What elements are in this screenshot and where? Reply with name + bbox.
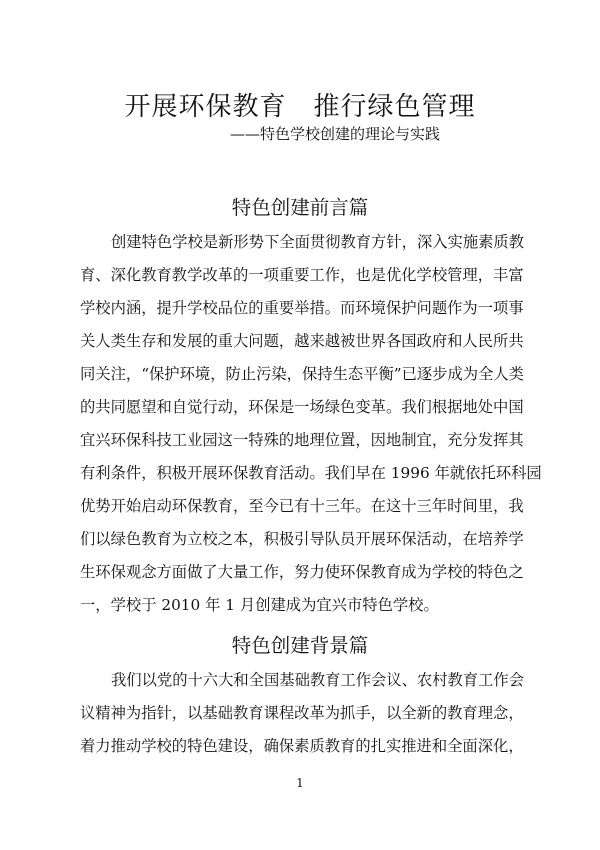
paragraph-line: 宜兴环保科技工业园这一特殊的地理位置，因地制宜，充分发挥其 bbox=[80, 431, 524, 449]
page-number: 1 bbox=[296, 776, 304, 790]
paragraph-line: 生环保观念方面做了大量工作，努力使环保教育成为学校的特色之 bbox=[80, 563, 524, 581]
document-subtitle: ——特色学校创建的理论与实践 bbox=[230, 125, 441, 143]
paragraph-line: 学校内涵，提升学校品位的重要举措。而环境保护问题作为一项事 bbox=[80, 299, 524, 317]
paragraph-line: 创建特色学校是新形势下全面贯彻教育方针，深入实施素质教 bbox=[111, 233, 525, 251]
paragraph-line: 同关注，“保护环境，防止污染，保持生态平衡”已逐步成为全人类 bbox=[80, 365, 524, 383]
paragraph-line: 育、深化教育教学改革的一项重要工作，也是优化学校管理，丰富 bbox=[80, 266, 524, 284]
paragraph-line: 关人类生存和发展的重大问题，越来越被世界各国政府和人民所共 bbox=[80, 332, 524, 350]
paragraph-line: 一，学校于 2010 年 1 月创建成为宜兴市特色学校。 bbox=[80, 596, 439, 614]
paragraph-line: 我们以党的十六大和全国基础教育工作会议、农村教育工作会 bbox=[111, 671, 525, 689]
paragraph-line: 的共同愿望和自觉行动，环保是一场绿色变革。我们根据地处中国 bbox=[80, 398, 524, 416]
paragraph-line: 着力推动学校的特色建设，确保素质教育的扎实推进和全面深化， bbox=[80, 737, 524, 755]
paragraph-line: 优势开始启动环保教育，至今已有十三年。在这十三年时间里，我 bbox=[80, 497, 524, 515]
section-heading-preface: 特色创建前言篇 bbox=[231, 196, 369, 219]
document-title: 开展环保教育 推行绿色管理 bbox=[124, 92, 476, 122]
paragraph-line: 有利条件，积极开展环保教育活动。我们早在 1996 年就依托环科园 bbox=[80, 464, 542, 482]
section-heading-background: 特色创建背景篇 bbox=[231, 634, 369, 657]
paragraph-line: 们以绿色教育为立校之本，积极引导队员开展环保活动，在培养学 bbox=[80, 530, 524, 548]
paragraph-line: 议精神为指针，以基础教育课程改革为抓手，以全新的教育理念， bbox=[80, 704, 524, 722]
